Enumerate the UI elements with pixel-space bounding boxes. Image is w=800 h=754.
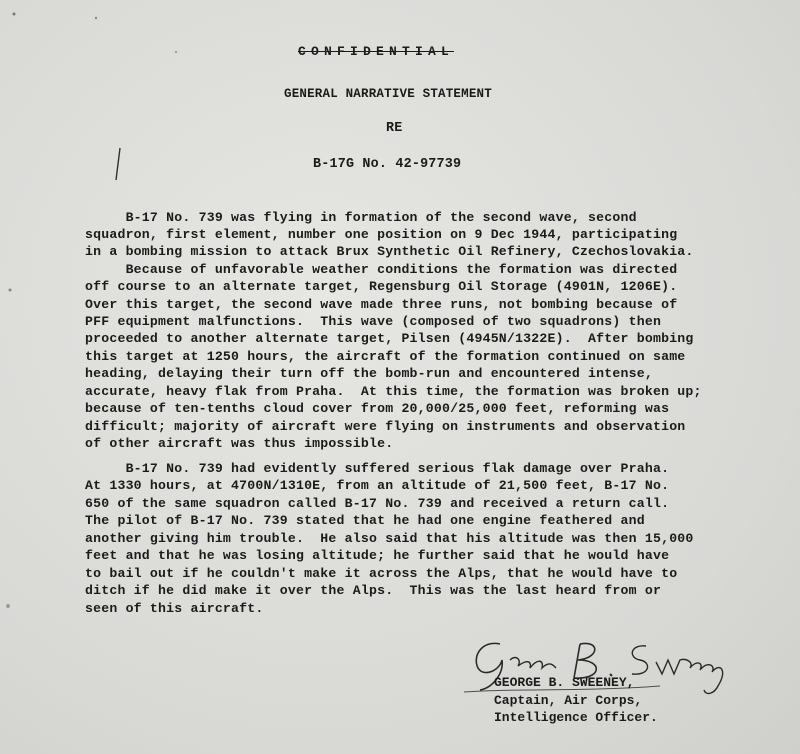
classification-stamp: CONFIDENTIAL: [298, 44, 455, 59]
narrative-line: B-17 No. 739 had evidently suffered serious flak damage over Praha.: [85, 461, 670, 476]
narrative-line: squadron, first element, number one position on 9 Dec 1944, participating: [85, 227, 678, 242]
signer-name: GEORGE B. SWEENEY,: [494, 675, 635, 690]
narrative-line: this target at 1250 hours, the aircraft of the formation continued on same: [85, 349, 686, 364]
narrative-line: B-17 No. 739 was flying in formation of the second wave, second: [85, 210, 637, 225]
narrative-line: difficult; majority of aircraft were flying on instruments and observation: [85, 419, 686, 434]
narrative-line: At 1330 hours, at 4700N/1310E, from an altitude of 21,500 feet, B-17 No.: [85, 478, 670, 493]
narrative-line: 650 of the same squadron called B-17 No. 739 and received a return call.: [85, 496, 670, 511]
narrative-line: to bail out if he couldn't make it across the Alps, that he would have to: [85, 566, 678, 581]
aircraft-id: B-17G No. 42-97739: [313, 157, 462, 172]
narrative-line: another giving him trouble. He also said that his altitude was then 15,000: [85, 531, 694, 546]
re-label: RE: [386, 121, 403, 136]
narrative-line: off course to an alternate target, Regensburg Oil Storage (4901N, 1206E).: [85, 279, 678, 294]
narrative-line: in a bombing mission to attack Brux Synthetic Oil Refinery, Czechoslovakia.: [85, 244, 694, 259]
narrative-line: feet and that he was losing altitude; he further said that he would have: [85, 548, 670, 563]
narrative-line: because of ten-tenths cloud cover from 20,000/25,000 feet, reforming was: [85, 401, 670, 416]
narrative-line: heading, delaying their turn off the bomb-run and encountered intense,: [85, 366, 653, 381]
narrative-line: ditch if he did make it over the Alps. This was the last heard from or: [85, 583, 662, 598]
narrative-line: Because of unfavorable weather conditions the formation was directed: [85, 262, 678, 277]
document-heading: GENERAL NARRATIVE STATEMENT: [284, 87, 492, 101]
signer-title: Intelligence Officer.: [494, 710, 658, 725]
narrative-line: of other aircraft was thus impossible.: [85, 436, 394, 451]
narrative-line: proceeded to another alternate target, Pilsen (4945N/1322E). After bombing: [85, 331, 694, 346]
narrative-line: accurate, heavy flak from Praha. At this time, the formation was broken up;: [85, 384, 702, 399]
narrative-line: The pilot of B-17 No. 739 stated that he had one engine feathered and: [85, 513, 645, 528]
signer-rank: Captain, Air Corps,: [494, 693, 643, 708]
narrative-line: Over this target, the second wave made three runs, not bombing because of: [85, 297, 678, 312]
narrative-line: seen of this aircraft.: [85, 601, 264, 616]
narrative-line: PFF equipment malfunctions. This wave (composed of two squadrons) then: [85, 314, 662, 329]
